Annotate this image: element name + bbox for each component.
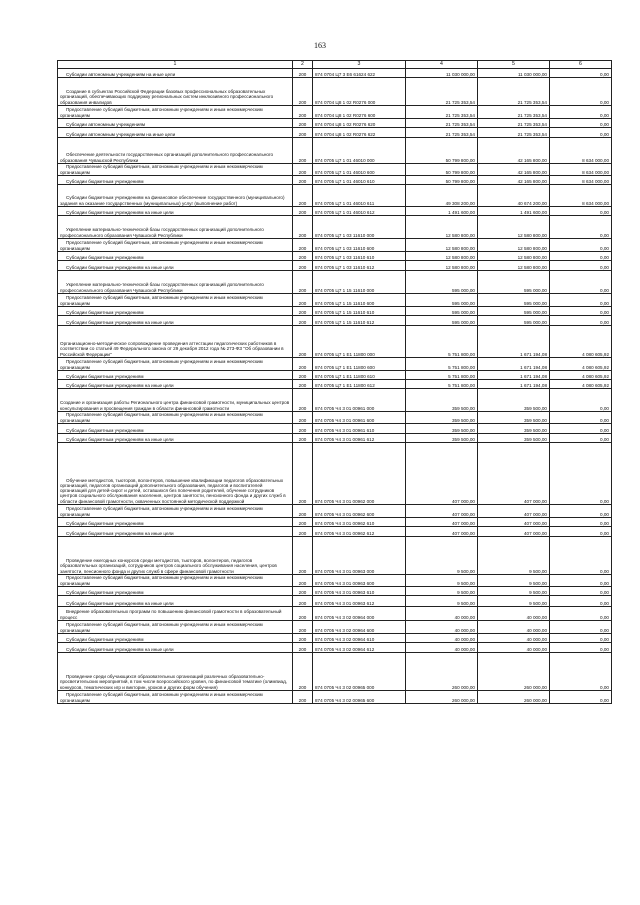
row-name: Субсидии бюджетным учреждениям [58,587,293,596]
row-code: 874 0705 Ч4 3 01 00963 612 [313,596,406,607]
table-row [58,119,612,128]
row-amount-total: 21 725 353,54 [406,106,478,119]
row-name: Внедрение образовательных программ по повышению финансовой грамотности в образовательный процесс [58,607,293,621]
row-code: 874 0705 Ц7 1 01 46010 600 [313,164,406,176]
row-amount-2: 407 000,00 [478,518,550,527]
row-name: Субсидии бюджетным учреждениям на иные цели [58,380,293,389]
header-col-2: 2 [293,61,313,69]
row-code: 874 0705 Ч4 3 02 00964 000 [313,607,406,621]
row-code: 874 0705 Ч4 3 02 00964 610 [313,634,406,643]
row-name: Субсидии бюджетным учреждениям на иные цели [58,527,293,537]
row-amount-total: 407 000,00 [406,527,478,537]
row-amount-2: 11 030 000,00 [478,69,550,78]
row-amount-total: 260 000,00 [406,691,478,704]
table-row [58,607,612,621]
table-row [58,106,612,119]
row-vid: 200 [293,434,313,443]
row-code: 874 0704 Ц8 1 02 R0276 600 [313,106,406,119]
row-vid: 200 [293,316,313,326]
row-vid: 200 [293,216,313,239]
row-amount-2: 12 580 800,00 [478,239,550,252]
table-row [58,358,612,371]
row-amount-2: 42 165 800,00 [478,176,550,185]
row-name: Субсидии бюджетным учреждениям [58,252,293,261]
row-amount-total: 359 500,00 [406,389,478,412]
row-amount-total: 12 580 800,00 [406,252,478,261]
row-amount-3: 0,00 [550,587,612,596]
row-amount-total: 407 000,00 [406,443,478,505]
row-code: 874 0705 Ц7 1 15 11610 610 [313,307,406,316]
row-amount-3: 4 080 605,92 [550,326,612,358]
row-vid: 200 [293,106,313,119]
row-code: 874 0705 Ч4 3 01 00963 610 [313,587,406,596]
table-row [58,261,612,271]
row-vid: 200 [293,176,313,185]
row-vid: 200 [293,643,313,653]
table-row [58,443,612,505]
row-vid: 200 [293,128,313,138]
table-row [58,207,612,216]
row-name: Обеспечение деятельности государственных организаций дополнительного профессионального образования Чувашской Республики [58,138,293,164]
row-name: Проведение ежегодных конкурсов среди методистов, тьюторов, волонтеров, педагогов образовательных организаций, сотрудников центров социального обслуживания населения, центров занятости, пенсионного фонда и других служб в сфере финансовой грамотности [58,537,293,575]
row-name: Субсидии бюджетным учреждениям на иные цели [58,643,293,653]
row-amount-total: 9 500,00 [406,575,478,587]
row-vid: 200 [293,607,313,621]
row-vid: 200 [293,69,313,78]
row-name: Предоставление субсидий бюджетным, автономным учреждениям и иным некоммерческим организациям [58,239,293,252]
row-amount-total: 40 000,00 [406,634,478,643]
row-amount-2: 260 000,00 [478,653,550,691]
row-amount-total: 5 751 800,00 [406,380,478,389]
row-amount-3: 0,00 [550,527,612,537]
row-vid: 200 [293,271,313,294]
row-code: 874 0705 Ч4 3 01 00961 600 [313,412,406,424]
row-amount-3: 0,00 [550,69,612,78]
row-amount-3: 0,00 [550,607,612,621]
row-vid: 200 [293,575,313,587]
row-name: Предоставление субсидий бюджетным, автономным учреждениям и иным некоммерческим организациям [58,575,293,587]
row-name: Предоставление субсидий бюджетным, автономным учреждениям и иным некоммерческим организациям [58,164,293,176]
row-amount-3: 0,00 [550,294,612,307]
row-vid: 200 [293,261,313,271]
row-amount-2: 595 000,00 [478,316,550,326]
table-row [58,634,612,643]
table-row [58,380,612,389]
row-name: Субсидии бюджетным учреждениям на иные цели [58,596,293,607]
table-row [58,389,612,412]
table-row [58,575,612,587]
row-amount-2: 21 725 353,54 [478,119,550,128]
row-amount-total: 595 000,00 [406,271,478,294]
row-name: Субсидии бюджетным учреждениям [58,176,293,185]
row-amount-3: 0,00 [550,653,612,691]
row-code: 874 0705 Ч4 3 01 00962 600 [313,505,406,518]
row-vid: 200 [293,389,313,412]
row-amount-total: 40 000,00 [406,607,478,621]
row-vid: 200 [293,537,313,575]
header-col-1: 1 [58,61,293,69]
row-amount-total: 12 580 800,00 [406,239,478,252]
row-name: Субсидии автономным учреждениям [58,119,293,128]
table-row [58,691,612,704]
row-code: 874 0705 Ц7 1 01 46010 610 [313,176,406,185]
row-code: 874 0705 Ц7 1 E1 11800 000 [313,326,406,358]
table-row [58,653,612,691]
row-amount-3: 0,00 [550,643,612,653]
row-amount-total: 49 308 200,00 [406,185,478,207]
row-amount-3: 0,00 [550,261,612,271]
row-amount-2: 9 500,00 [478,596,550,607]
row-amount-total: 21 725 353,54 [406,128,478,138]
row-vid: 200 [293,307,313,316]
row-vid: 200 [293,587,313,596]
row-name: Субсидии автономным учреждениям на иные цели [58,69,293,78]
table-row [58,316,612,326]
row-amount-3: 4 080 605,92 [550,380,612,389]
row-amount-2: 40 000,00 [478,621,550,634]
row-vid: 200 [293,239,313,252]
row-amount-total: 5 751 800,00 [406,371,478,380]
row-code: 874 0705 Ч4 3 02 00964 612 [313,643,406,653]
header-col-4: 4 [406,61,478,69]
row-code: 874 0705 Ц7 1 03 11610 610 [313,252,406,261]
row-name: Укрепление материально-технической базы государственных организаций дополнительного профессионального образования Чувашской Республики [58,216,293,239]
table-row [58,216,612,239]
row-amount-total: 595 000,00 [406,316,478,326]
row-vid: 200 [293,527,313,537]
table-row [58,587,612,596]
row-amount-2: 1 671 194,08 [478,358,550,371]
row-code: 874 0705 Ц7 1 01 46010 612 [313,207,406,216]
row-amount-total: 5 751 800,00 [406,326,478,358]
row-name: Предоставление субсидий бюджетным, автономным учреждениям и иным некоммерческим организациям [58,691,293,704]
row-name: Субсидии бюджетным учреждениям на иные цели [58,434,293,443]
row-code: 874 0704 Ц8 1 02 R0276 000 [313,78,406,106]
table-row [58,294,612,307]
row-vid: 200 [293,621,313,634]
row-vid: 200 [293,653,313,691]
row-amount-total: 9 500,00 [406,587,478,596]
row-name: Укрепление материально-технической базы государственных организаций дополнительного профессионального образования Чувашской Республики [58,271,293,294]
row-amount-2: 42 165 800,00 [478,138,550,164]
row-code: 874 0705 Ч4 3 02 00965 000 [313,653,406,691]
row-code: 874 0705 Ч4 3 01 00962 610 [313,518,406,527]
row-name: Создание и организация работы Регионального центра финансовой грамотности, муниципальных центров консультирования и просвещения граждан в области финансовой грамотности [58,389,293,412]
row-code: 874 0705 Ц7 1 15 11610 612 [313,316,406,326]
row-amount-2: 40 674 200,00 [478,185,550,207]
header-col-3: 3 [313,61,406,69]
row-vid: 200 [293,294,313,307]
row-amount-3: 0,00 [550,537,612,575]
row-amount-2: 407 000,00 [478,443,550,505]
row-amount-3: 4 080 605,92 [550,371,612,380]
row-amount-3: 0,00 [550,119,612,128]
row-name: Предоставление субсидий бюджетным, автономным учреждениям и иным некоммерческим организациям [58,505,293,518]
row-name: Предоставление субсидий бюджетным, автономным учреждениям и иным некоммерческим организациям [58,621,293,634]
row-vid: 200 [293,380,313,389]
table-row [58,185,612,207]
row-amount-2: 12 580 800,00 [478,261,550,271]
row-amount-total: 50 799 800,00 [406,138,478,164]
row-name: Субсидии бюджетным учреждениям [58,634,293,643]
row-amount-total: 5 751 800,00 [406,358,478,371]
row-amount-3: 0,00 [550,106,612,119]
row-amount-2: 595 000,00 [478,307,550,316]
row-amount-2: 595 000,00 [478,271,550,294]
row-amount-3: 0,00 [550,252,612,261]
table-row [58,138,612,164]
row-vid: 200 [293,691,313,704]
row-vid: 200 [293,518,313,527]
row-amount-total: 407 000,00 [406,518,478,527]
row-vid: 200 [293,138,313,164]
row-amount-total: 9 500,00 [406,537,478,575]
row-code: 874 0704 Ц7 3 E6 61624 622 [313,69,406,78]
row-vid: 200 [293,207,313,216]
row-vid: 200 [293,185,313,207]
row-amount-2: 40 000,00 [478,643,550,653]
row-vid: 200 [293,326,313,358]
row-amount-2: 1 671 194,08 [478,371,550,380]
row-vid: 200 [293,78,313,106]
row-code: 874 0705 Ч4 3 01 00961 000 [313,389,406,412]
table-row [58,271,612,294]
row-amount-total: 595 000,00 [406,294,478,307]
table-row [58,128,612,138]
row-name: Предоставление субсидий бюджетным, автономным учреждениям и иным некоммерческим организациям [58,358,293,371]
row-amount-3: 8 634 000,00 [550,164,612,176]
row-name: Предоставление субсидий бюджетным, автономным учреждениям и иным некоммерческим организациям [58,106,293,119]
row-amount-total: 40 000,00 [406,621,478,634]
row-name: Субсидии бюджетным учреждениям на иные цели [58,316,293,326]
table-row [58,164,612,176]
row-name: Проведение среди обучающихся образовательных организаций различных образовательно-просветительских мероприятий, в том числе всероссийского уровня, по финансовой тематике (олимпиад, конкурсов, тематических игр и викторин, уроков и других форм обучения) [58,653,293,691]
row-amount-total: 40 000,00 [406,643,478,653]
row-amount-3: 0,00 [550,316,612,326]
row-amount-3: 0,00 [550,596,612,607]
row-amount-3: 8 634 000,00 [550,185,612,207]
header-col-6: 6 [550,61,612,69]
row-amount-2: 359 500,00 [478,434,550,443]
row-vid: 200 [293,634,313,643]
table-row [58,505,612,518]
row-amount-3: 0,00 [550,271,612,294]
row-amount-2: 9 500,00 [478,537,550,575]
row-name: Субсидии автономным учреждениям на иные цели [58,128,293,138]
row-code: 874 0705 Ц7 1 E1 11800 610 [313,371,406,380]
row-amount-3: 0,00 [550,518,612,527]
row-name: Субсидии бюджетным учреждениям [58,424,293,434]
row-name: Субсидии бюджетным учреждениям [58,307,293,316]
header-row [58,61,612,69]
row-amount-total: 9 500,00 [406,596,478,607]
row-amount-2: 12 580 800,00 [478,252,550,261]
row-code: 874 0705 Ц7 1 E1 11800 600 [313,358,406,371]
row-amount-3: 0,00 [550,443,612,505]
row-vid: 200 [293,119,313,128]
row-amount-3: 0,00 [550,128,612,138]
row-amount-3: 8 634 000,00 [550,138,612,164]
row-amount-total: 359 500,00 [406,424,478,434]
row-vid: 200 [293,505,313,518]
row-amount-total: 11 030 000,00 [406,69,478,78]
row-amount-total: 1 491 600,00 [406,207,478,216]
row-amount-3: 4 080 605,92 [550,358,612,371]
table-row [58,518,612,527]
row-amount-3: 0,00 [550,434,612,443]
row-amount-2: 407 000,00 [478,505,550,518]
row-amount-total: 12 580 800,00 [406,216,478,239]
row-name: Субсидии бюджетным учреждениям [58,371,293,380]
row-amount-2: 9 500,00 [478,575,550,587]
row-code: 874 0705 Ц7 1 01 46010 000 [313,138,406,164]
table-row [58,596,612,607]
row-amount-3: 0,00 [550,389,612,412]
row-code: 874 0705 Ц7 1 03 11610 600 [313,239,406,252]
row-code: 874 0705 Ч4 3 01 00962 000 [313,443,406,505]
row-name: Обучение методистов, тьюторов, волонтеров, повышение квалификации педагогов образовательных организаций, педагогов организаций дополнительного образования, педагогов и воспитателей организаций для детей-сирот и детей, оставшихся без попечения родителей, обучение сотрудников центров социального обслуживания населения, центров занятости, пенсионного фонда и других служб в области финансовой грамотности, охваченных постоянной методической поддержкой [58,443,293,505]
row-amount-2: 260 000,00 [478,691,550,704]
table-row [58,371,612,380]
row-amount-2: 40 000,00 [478,634,550,643]
row-amount-total: 260 000,00 [406,653,478,691]
row-amount-3: 0,00 [550,239,612,252]
row-vid: 200 [293,443,313,505]
row-amount-3: 0,00 [550,412,612,424]
row-amount-total: 407 000,00 [406,505,478,518]
row-amount-2: 40 000,00 [478,607,550,621]
row-name: Создание в субъектах Российской Федерации базовых профессиональных образовательных организаций, обеспечивающих поддержку региональных систем инклюзивного профессионального образования инвалидов [58,78,293,106]
table-row [58,424,612,434]
row-amount-2: 359 500,00 [478,389,550,412]
row-amount-total: 359 500,00 [406,412,478,424]
row-code: 874 0705 Ц7 1 01 46010 611 [313,185,406,207]
row-amount-2: 21 725 353,54 [478,128,550,138]
row-amount-total: 12 580 800,00 [406,261,478,271]
row-code: 874 0705 Ч4 3 01 00962 612 [313,527,406,537]
row-amount-2: 9 500,00 [478,587,550,596]
row-amount-2: 407 000,00 [478,527,550,537]
row-amount-3: 0,00 [550,691,612,704]
budget-table [57,60,612,704]
row-amount-3: 0,00 [550,216,612,239]
row-name: Организационно-методическое сопровождение проведения аттестации педагогических работников в соответствии со статьей 49 Федерального закона от 29 декабря 2012 года № 273-ФЗ "Об образовании в Российской Федерации" [58,326,293,358]
row-amount-2: 21 725 353,54 [478,78,550,106]
row-vid: 200 [293,371,313,380]
row-amount-2: 595 000,00 [478,294,550,307]
row-vid: 200 [293,358,313,371]
row-amount-2: 1 671 194,08 [478,326,550,358]
row-code: 874 0705 Ч4 3 01 00963 600 [313,575,406,587]
row-name: Предоставление субсидий бюджетным, автономным учреждениям и иным некоммерческим организациям [58,294,293,307]
table-row [58,78,612,106]
row-vid: 200 [293,252,313,261]
row-code: 874 0705 Ч4 3 01 00961 612 [313,434,406,443]
row-code: 874 0705 Ч4 3 01 00961 610 [313,424,406,434]
row-amount-3: 0,00 [550,78,612,106]
row-amount-total: 50 799 800,00 [406,164,478,176]
row-amount-2: 359 500,00 [478,412,550,424]
row-vid: 200 [293,596,313,607]
row-vid: 200 [293,164,313,176]
row-amount-3: 0,00 [550,575,612,587]
row-amount-3: 0,00 [550,207,612,216]
table-row [58,643,612,653]
row-amount-3: 0,00 [550,424,612,434]
table-row [58,176,612,185]
row-code: 874 0704 Ц8 1 02 R0276 622 [313,128,406,138]
table-row [58,412,612,424]
row-code: 874 0705 Ц7 1 03 11610 612 [313,261,406,271]
row-amount-total: 595 000,00 [406,307,478,316]
row-code: 874 0705 Ц7 1 15 11610 600 [313,294,406,307]
row-name: Субсидии бюджетным учреждениям на иные цели [58,261,293,271]
row-name: Субсидии бюджетным учреждениям на финансовое обеспечение государственного (муниципального) задания на оказание государственных (муниципальных) услуг (выполнение работ) [58,185,293,207]
row-name: Субсидии бюджетным учреждениям [58,518,293,527]
table-row [58,621,612,634]
row-amount-2: 21 725 353,54 [478,106,550,119]
row-vid: 200 [293,424,313,434]
row-amount-3: 0,00 [550,505,612,518]
row-amount-2: 1 491 600,00 [478,207,550,216]
header-col-5: 5 [478,61,550,69]
row-amount-3: 0,00 [550,307,612,316]
row-code: 874 0705 Ч4 3 01 00963 000 [313,537,406,575]
row-name: Субсидии бюджетным учреждениям на иные цели [58,207,293,216]
row-vid: 200 [293,412,313,424]
page-number: 163 [314,41,326,50]
row-amount-3: 0,00 [550,634,612,643]
table-body [58,61,612,704]
row-name: Предоставление субсидий бюджетным, автономным учреждениям и иным некоммерческим организациям [58,412,293,424]
row-code: 874 0705 Ц7 1 03 11610 000 [313,216,406,239]
row-amount-2: 1 671 194,08 [478,380,550,389]
row-code: 874 0705 Ч4 3 02 00964 600 [313,621,406,634]
table-row [58,527,612,537]
table-row [58,69,612,78]
row-code: 874 0705 Ц7 1 E1 11800 612 [313,380,406,389]
table-row [58,252,612,261]
row-amount-total: 359 500,00 [406,434,478,443]
table-row [58,537,612,575]
table-row [58,307,612,316]
row-amount-2: 12 580 800,00 [478,216,550,239]
row-amount-3: 8 634 000,00 [550,176,612,185]
table-row [58,434,612,443]
row-code: 874 0705 Ч4 3 02 00965 600 [313,691,406,704]
row-code: 874 0705 Ц7 1 15 11610 000 [313,271,406,294]
row-code: 874 0704 Ц8 1 02 R0276 620 [313,119,406,128]
row-amount-total: 50 799 800,00 [406,176,478,185]
row-amount-2: 42 165 800,00 [478,164,550,176]
row-amount-2: 359 500,00 [478,424,550,434]
row-amount-total: 21 725 353,54 [406,78,478,106]
table-row [58,239,612,252]
row-amount-3: 0,00 [550,621,612,634]
row-amount-total: 21 725 353,54 [406,119,478,128]
table-row [58,326,612,358]
